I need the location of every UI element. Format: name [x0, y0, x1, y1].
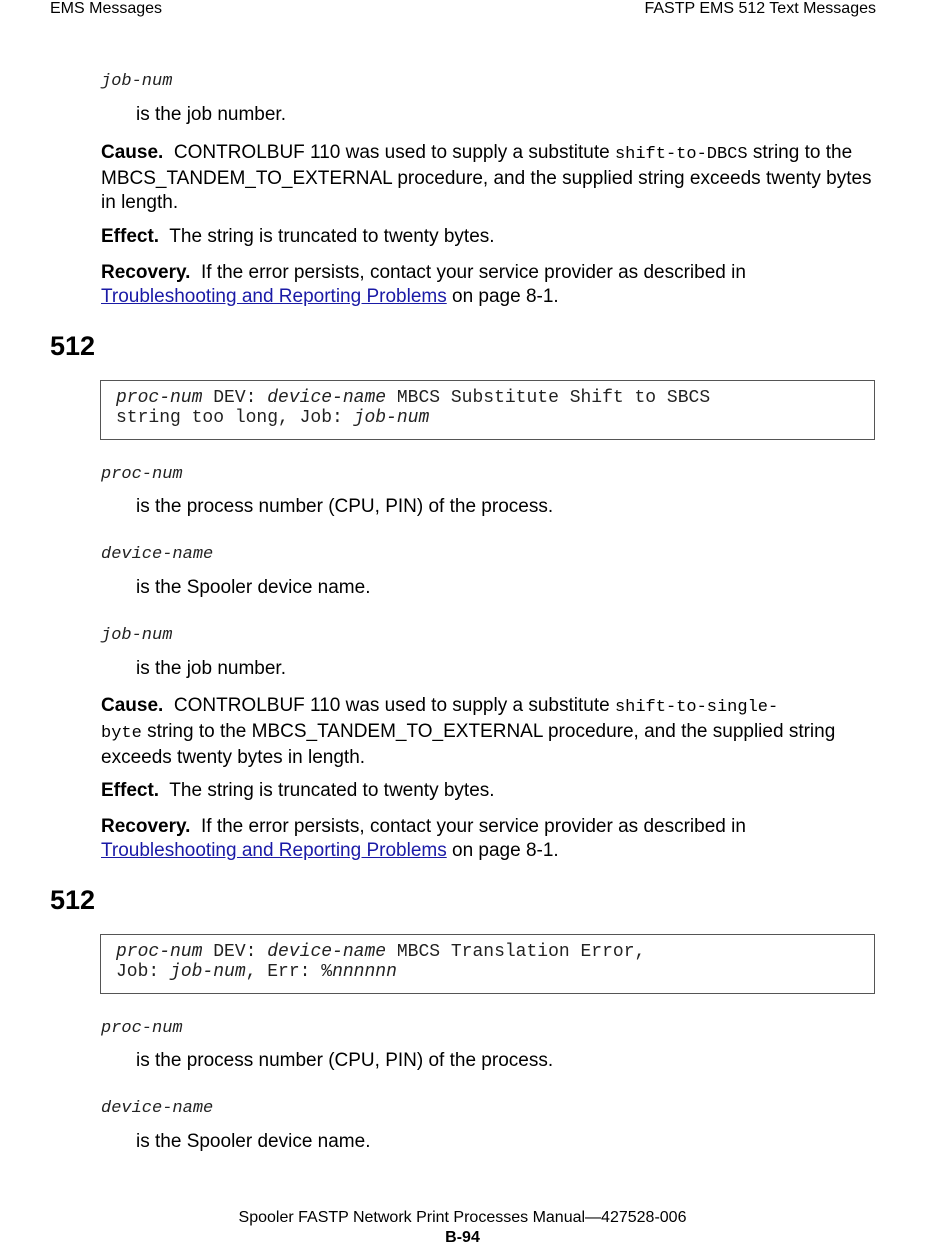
cause-code-cont: byte — [101, 724, 142, 743]
message-number-heading: 512 — [50, 885, 96, 915]
effect-paragraph — [101, 225, 876, 249]
desc-device-name: is the Spooler device name. — [136, 577, 371, 598]
effect-text: The string is truncated to twenty bytes. — [169, 226, 495, 247]
term-job-num: job-num — [101, 626, 173, 645]
term-device-name: device-name — [101, 1099, 214, 1118]
cause-text: CONTROLBUF 110 was used to supply a substitute — [173, 142, 610, 163]
header-section-title: EMS Messages — [50, 0, 163, 17]
recovery-suffix: on page 8-1. — [452, 840, 559, 861]
desc-job-num: is the job number. — [136, 658, 286, 679]
recovery-text: If the error persists, contact your service provider as described in — [201, 262, 746, 283]
cause-text-2: string — [752, 142, 800, 163]
cause-paragraph — [101, 694, 876, 770]
message-text: proc-num DEV: device-name MBCS Substitute Shift to SBCS string too long, Job: job-num — [116, 388, 711, 428]
message-text: proc-num DEV: device-name MBCS Translation Error, Job: job-num, Err: %nnnnnn — [116, 942, 646, 982]
page-footer — [0, 1208, 925, 1248]
cause-label: Cause. — [101, 142, 164, 163]
effect-text: The string is truncated to twenty bytes. — [169, 780, 495, 801]
desc-job-num: is the job number. — [136, 104, 286, 125]
cause-text-2: string to the MBCS_TANDEM_TO_EXTERNAL procedure, and the supplied string exceeds twenty bytes in length. — [101, 721, 836, 768]
message-text-box — [100, 934, 875, 994]
recovery-suffix: on page 8-1. — [452, 286, 559, 307]
cause-paragraph — [101, 141, 876, 215]
recovery-label: Recovery. — [101, 816, 191, 837]
cause-text-3: to the MBCS_TANDEM_TO_EXTERNAL procedure, and the supplied string exceeds twenty bytes in length. — [101, 142, 872, 213]
cause-code: shift-to-single- — [614, 698, 779, 717]
term-proc-num: proc-num — [101, 465, 183, 484]
recovery-text: If the error persists, contact your service provider as described in — [201, 816, 746, 837]
footer-manual-title: Spooler FASTP Network Print Processes Manual—427528-006 — [238, 1209, 687, 1226]
message-text-box — [100, 380, 875, 440]
desc-proc-num: is the process number (CPU, PIN) of the process. — [136, 1050, 554, 1071]
cause-text: CONTROLBUF 110 was used to supply a substitute — [173, 695, 610, 716]
page-header — [50, 0, 876, 22]
troubleshooting-link[interactable]: Troubleshooting and Reporting Problems — [101, 286, 447, 307]
page-number: B-94 — [445, 1229, 480, 1246]
term-job-num: job-num — [101, 72, 173, 91]
recovery-paragraph — [101, 815, 876, 863]
term-device-name: device-name — [101, 545, 214, 564]
cause-label: Cause. — [101, 695, 164, 716]
troubleshooting-link[interactable]: Troubleshooting and Reporting Problems — [101, 840, 447, 861]
desc-device-name: is the Spooler device name. — [136, 1131, 371, 1152]
term-proc-num: proc-num — [101, 1019, 183, 1038]
effect-label: Effect. — [101, 226, 160, 247]
recovery-label: Recovery. — [101, 262, 191, 283]
effect-paragraph — [101, 779, 876, 803]
cause-code: shift-to-DBCS — [614, 145, 748, 164]
message-number-heading: 512 — [50, 331, 96, 361]
desc-proc-num: is the process number (CPU, PIN) of the process. — [136, 496, 554, 517]
recovery-paragraph — [101, 261, 876, 309]
header-chapter-title: FASTP EMS 512 Text Messages — [644, 0, 876, 17]
effect-label: Effect. — [101, 780, 160, 801]
